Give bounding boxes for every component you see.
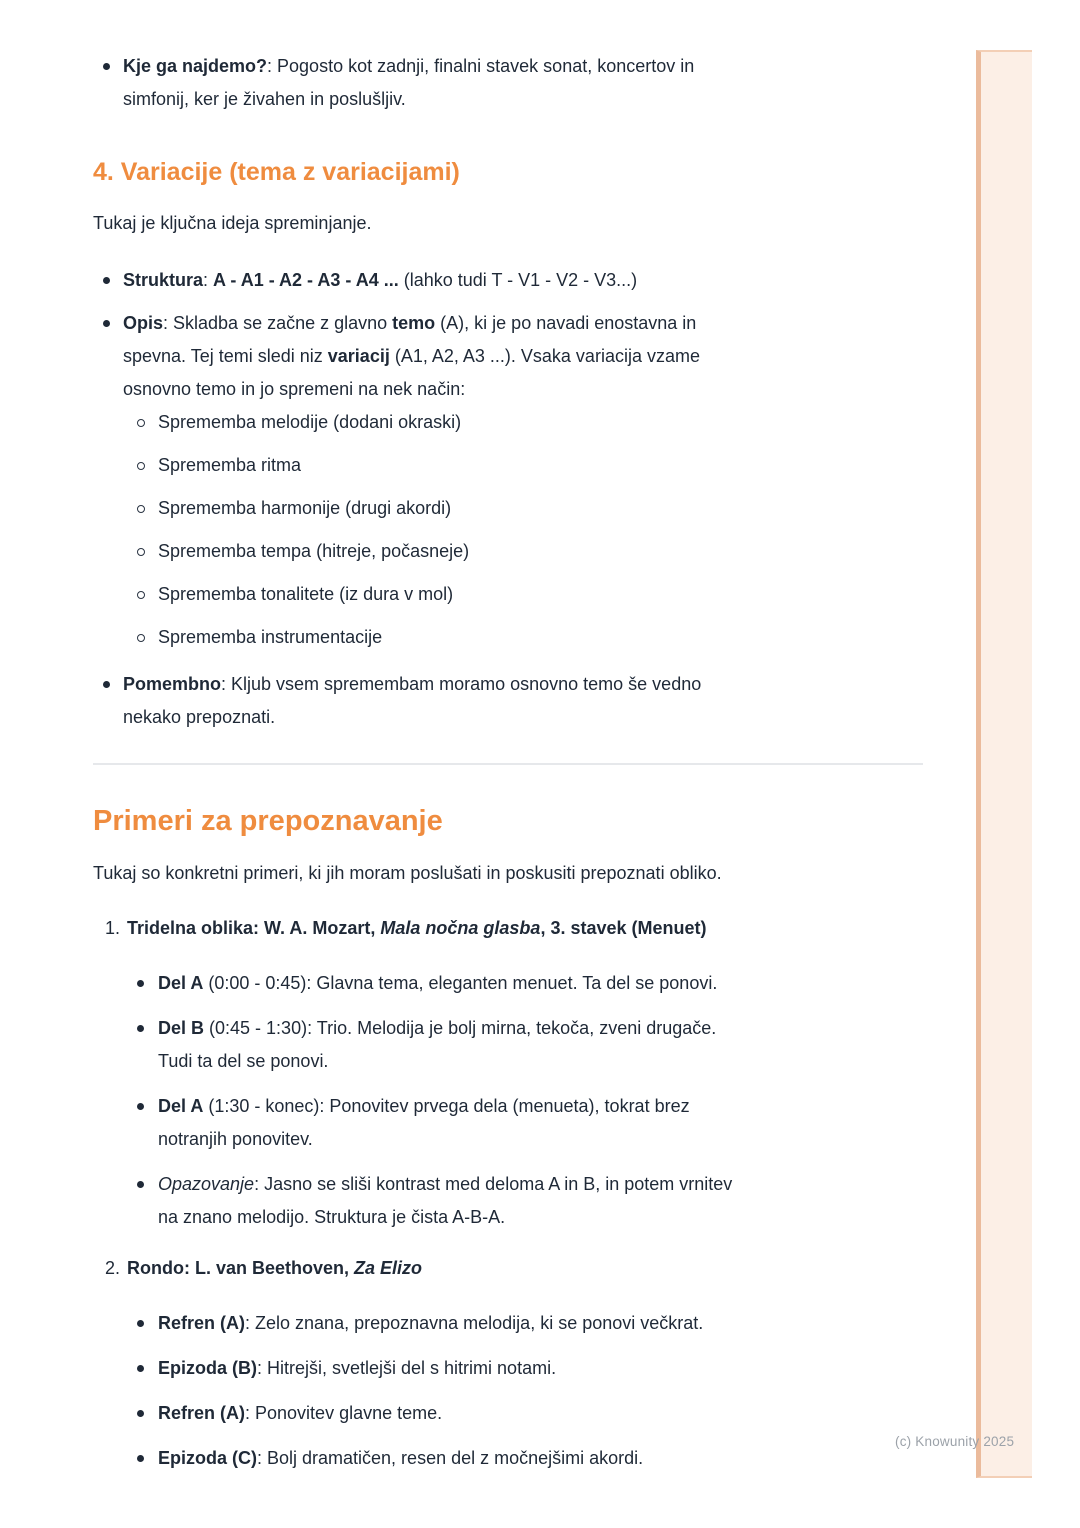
copyright-watermark: (c) Knowunity 2025	[895, 1434, 1015, 1449]
list-item-text	[123, 50, 923, 116]
bullet-icon	[103, 681, 110, 688]
item-text: Sprememba melodije (dodani okraski)	[158, 412, 462, 432]
item-text: Sprememba ritma	[158, 455, 302, 475]
examples-lead: Tukaj so konkretni primeri, ki jih moram poslušati in poskusiti prepoznati obliko.	[93, 863, 722, 883]
item-text: (lahko tudi T - V1 - V2 - V3...)	[398, 270, 638, 290]
list-item	[127, 1307, 923, 1340]
list-item-text	[123, 264, 923, 297]
item-text: (0:00 - 0:45): Glavna tema, eleganten menuet. Ta del se ponovi.	[203, 973, 718, 993]
list-item	[127, 1352, 923, 1385]
example-title: Tridelna oblika: W. A. Mozart,	[127, 918, 381, 938]
spremembe-list	[123, 406, 923, 654]
list-number: 1.	[105, 918, 121, 938]
list-number: 2.	[105, 1258, 121, 1278]
structure-formula: A - A1 - A2 - A3 - A4 ...	[213, 270, 399, 290]
item-label: Epizoda (C)	[158, 1448, 257, 1468]
list-item	[123, 406, 923, 439]
circle-bullet-icon	[137, 548, 145, 556]
circle-bullet-icon	[137, 419, 145, 427]
item-text: : Kljub vsem spremembam moramo osnovno temo še vedno	[221, 674, 702, 694]
item-label-italic: Opazovanje	[158, 1174, 255, 1194]
circle-bullet-icon	[137, 462, 145, 470]
section-divider	[93, 763, 923, 765]
notes-content	[93, 0, 923, 1493]
item-text: Sprememba tonalitete (iz dura v mol)	[158, 584, 454, 604]
item-label: Refren (A)	[158, 1313, 246, 1333]
item-bold-word: temo	[392, 313, 436, 333]
list-item	[123, 449, 923, 482]
section-heading-primeri: Primeri za prepoznavanje	[93, 805, 443, 837]
item-bold-word: variacij	[327, 346, 390, 366]
example-body	[127, 912, 923, 1234]
list-item-pomembno	[93, 668, 923, 734]
item-label: Refren (A)	[158, 1403, 246, 1423]
section-heading-variacije: 4. Variacije (tema z variacijami)	[93, 158, 460, 186]
item-label: Struktura	[123, 270, 204, 290]
bullet-icon	[137, 1365, 144, 1372]
item-text: : Jasno se sliši kontrast med deloma A in B, in potem vrnitev	[254, 1174, 733, 1194]
item-label: Del B	[158, 1018, 205, 1038]
item-label: Del A	[158, 1096, 204, 1116]
list-item-struktura	[93, 264, 923, 297]
item-text: : Skladba se začne z glavno	[163, 313, 393, 333]
example-title: , 3. stavek (Menuet)	[540, 918, 707, 938]
bullet-icon	[137, 1025, 144, 1032]
examples-list	[93, 912, 923, 1475]
item-label: Opis	[123, 313, 164, 333]
item-label: Pomembno	[123, 674, 222, 694]
item-text: osnovno temo in jo spremeni na nek način:	[123, 379, 466, 399]
item-text: (A), ki je po navadi enostavna in	[435, 313, 697, 333]
item-text: nekako prepoznati.	[123, 707, 276, 727]
list-item	[127, 1012, 923, 1078]
variacije-list	[93, 264, 923, 734]
list-item	[123, 621, 923, 654]
bullet-icon	[137, 980, 144, 987]
circle-bullet-icon	[137, 505, 145, 513]
list-item	[127, 1168, 923, 1234]
list-item	[127, 1442, 923, 1475]
item-text: (A1, A2, A3 ...). Vsaka variacija vzame	[389, 346, 700, 366]
item-label: Epizoda (B)	[158, 1358, 257, 1378]
list-item	[123, 492, 923, 525]
rondo-usage-list	[93, 50, 923, 116]
bullet-icon	[137, 1320, 144, 1327]
item-text: : Zelo znana, prepoznavna melodija, ki se ponovi večkrat.	[245, 1313, 704, 1333]
item-text: na znano melodijo. Struktura je čista A-B-A.	[158, 1207, 506, 1227]
work-title: Mala nočna glasba	[380, 918, 541, 938]
circle-bullet-icon	[137, 634, 145, 642]
item-text: : Hitrejši, svetlejši del s hitrimi notami.	[257, 1358, 557, 1378]
circle-bullet-icon	[137, 591, 145, 599]
item-text: :	[203, 270, 214, 290]
item-text: Sprememba harmonije (drugi akordi)	[158, 498, 452, 518]
example-item-2	[93, 1252, 923, 1475]
bullet-icon	[103, 277, 110, 284]
bullet-icon	[137, 1455, 144, 1462]
example-item-1	[93, 912, 923, 1234]
item-text: : Pogosto kot zadnji, finalni stavek sonat, koncertov in	[267, 56, 695, 76]
section-lead: Tukaj je ključna ideja spreminjanje.	[93, 213, 372, 233]
item-label: Del A	[158, 973, 204, 993]
list-item	[93, 50, 923, 116]
item-text: Sprememba tempa (hitreje, počasneje)	[158, 541, 470, 561]
work-title: Za Elizo	[354, 1258, 423, 1278]
item-text: simfonij, ker je živahen in poslušljiv.	[123, 89, 406, 109]
list-item	[123, 578, 923, 611]
item-text: (0:45 - 1:30): Trio. Melodija je bolj mirna, tekoča, zveni drugače.	[204, 1018, 717, 1038]
bullet-icon	[137, 1103, 144, 1110]
list-item-opis	[93, 307, 923, 654]
item-text: Tudi ta del se ponovi.	[158, 1051, 329, 1071]
bullet-icon	[137, 1410, 144, 1417]
example-1-parts-list	[127, 967, 923, 1234]
list-item-text	[123, 307, 923, 654]
item-text: spevna. Tej temi sledi niz	[123, 346, 328, 366]
list-item-text	[123, 668, 923, 734]
example-2-parts-list	[127, 1307, 923, 1475]
example-body	[127, 1252, 923, 1475]
item-text: notranjih ponovitev.	[158, 1129, 313, 1149]
list-item	[127, 967, 923, 1000]
item-text: Sprememba instrumentacije	[158, 627, 383, 647]
list-item	[123, 535, 923, 568]
list-item	[127, 1397, 923, 1430]
item-text: (1:30 - konec): Ponovitev prvega dela (menueta), tokrat brez	[203, 1096, 690, 1116]
bullet-icon	[103, 63, 110, 70]
example-title: Rondo: L. van Beethoven,	[127, 1258, 355, 1278]
item-text: : Ponovitev glavne teme.	[245, 1403, 443, 1423]
page-edge-stripe	[976, 50, 1032, 1478]
list-item	[127, 1090, 923, 1156]
item-text: : Bolj dramatičen, resen del z močnejšimi akordi.	[257, 1448, 644, 1468]
bullet-icon	[103, 320, 110, 327]
bullet-icon	[137, 1181, 144, 1188]
item-label: Kje ga najdemo?	[123, 56, 268, 76]
